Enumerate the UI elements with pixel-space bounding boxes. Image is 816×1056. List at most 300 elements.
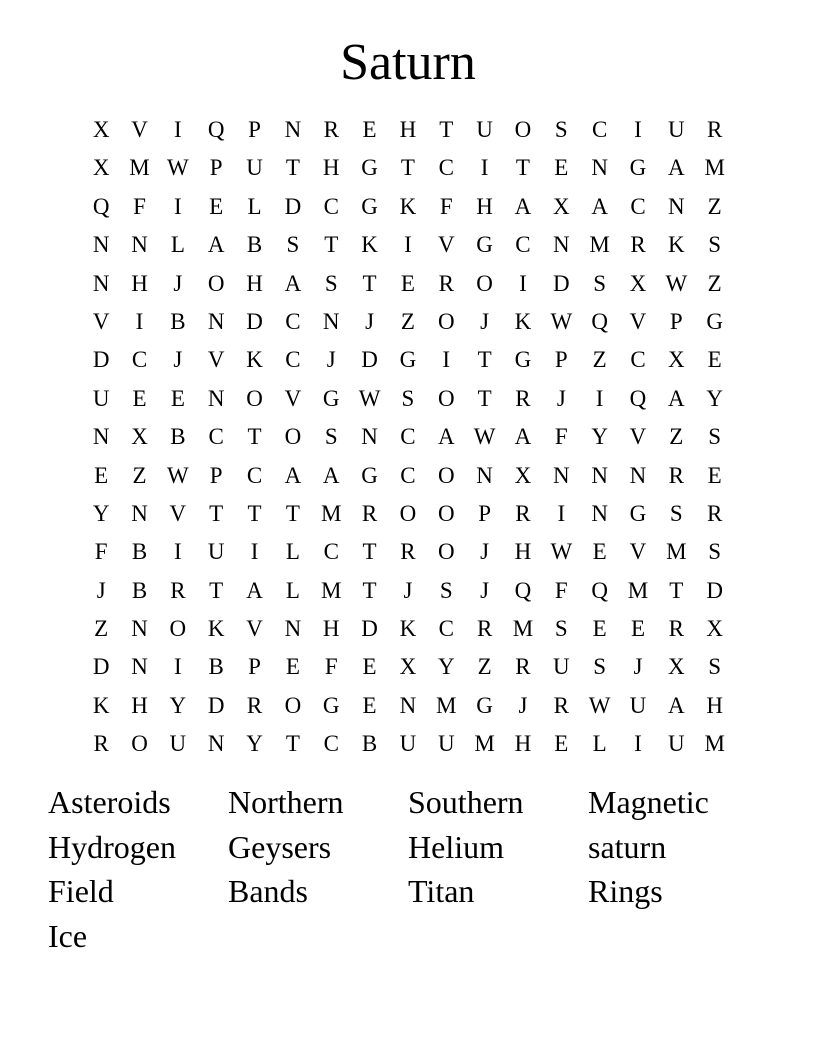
grid-letter: D <box>284 193 302 219</box>
grid-letter: I <box>135 308 144 334</box>
grid-letter: R <box>246 692 263 718</box>
grid-letter: M <box>436 692 457 718</box>
grid-letter: I <box>174 539 182 565</box>
grid-letter: M <box>129 155 150 181</box>
grid-letter: J <box>326 347 336 373</box>
grid-letter: X <box>92 117 110 142</box>
grid-letter: V <box>92 308 110 334</box>
grid-letter: R <box>361 500 378 526</box>
grid-letter: H <box>514 731 532 757</box>
grid-letter: M <box>627 577 649 603</box>
grid-letter: R <box>323 117 339 142</box>
grid-letter: N <box>322 308 340 334</box>
grid-letter: N <box>92 424 110 450</box>
grid-letter: F <box>554 424 568 450</box>
grid-row <box>82 610 734 648</box>
grid-letter: B <box>131 577 148 603</box>
grid-row <box>82 149 734 187</box>
grid-letter: T <box>477 385 492 411</box>
grid-letter: T <box>247 424 262 450</box>
grid-letter: V <box>169 500 187 526</box>
grid-letter: T <box>362 539 377 565</box>
grid-letter: D <box>706 577 723 603</box>
grid-letter: H <box>322 616 340 642</box>
grid-letter: G <box>629 155 647 181</box>
grid-letter: W <box>550 308 573 334</box>
grid-letter: J <box>173 270 183 296</box>
grid-letter: E <box>554 731 569 757</box>
grid-letter: E <box>170 385 185 411</box>
grid-letter: U <box>246 155 263 181</box>
grid-letter: I <box>250 539 259 565</box>
grid-letter: Q <box>591 308 608 334</box>
grid-letter: N <box>629 462 647 488</box>
grid-letter: A <box>246 577 263 603</box>
grid-letter: N <box>591 155 608 181</box>
grid-letter: A <box>668 155 685 181</box>
grid-letter: Q <box>514 577 532 603</box>
grid-letter: M <box>704 155 725 181</box>
grid-letter: O <box>246 385 263 411</box>
grid-letter: J <box>173 347 183 373</box>
grid-letter: H <box>131 270 148 296</box>
grid-letter: J <box>633 654 643 680</box>
grid-letter: V <box>207 347 225 373</box>
grid-row <box>82 418 734 456</box>
grid-letter: N <box>131 232 148 258</box>
grid-row <box>82 341 734 379</box>
grid-letter: U <box>207 539 225 565</box>
grid-letter: Z <box>132 462 147 488</box>
letter-grid <box>82 111 734 764</box>
grid-letter: N <box>207 385 225 411</box>
grid-letter: M <box>589 232 610 258</box>
grid-letter: T <box>515 155 530 181</box>
grid-row <box>82 648 734 686</box>
grid-letter: C <box>285 308 301 334</box>
grid-letter: H <box>706 692 723 718</box>
grid-letter: N <box>131 654 148 680</box>
grid-letter: N <box>668 193 685 219</box>
grid-letter: E <box>554 155 569 181</box>
grid-letter: N <box>207 308 225 334</box>
grid-letter: M <box>704 731 725 757</box>
grid-letter: C <box>208 424 224 450</box>
grid-letter: Y <box>591 424 608 450</box>
grid-letter: G <box>322 385 340 411</box>
grid-letter: J <box>403 577 413 603</box>
grid-letter: M <box>474 731 495 757</box>
grid-letter: N <box>552 232 570 258</box>
grid-letter: N <box>131 500 148 526</box>
grid-letter: R <box>515 385 531 411</box>
grid-letter: E <box>132 385 147 411</box>
grid-letter: O <box>476 270 493 296</box>
grid-letter: R <box>400 539 416 565</box>
grid-letter: O <box>437 385 455 411</box>
grid-letter: C <box>591 117 608 142</box>
grid-letter: C <box>323 731 339 757</box>
grid-letter: E <box>362 692 377 718</box>
word-list-item: Geysers <box>228 828 332 865</box>
word-list-item: Ice <box>48 917 88 954</box>
grid-letter: I <box>174 654 182 680</box>
grid-letter: R <box>630 232 646 258</box>
grid-letter: F <box>94 539 108 565</box>
grid-letter: Z <box>477 654 492 680</box>
grid-letter: D <box>552 270 570 296</box>
grid-letter: R <box>170 577 186 603</box>
word-list-item: Northern <box>228 784 344 820</box>
grid-letter: A <box>668 692 685 718</box>
grid-letter: M <box>321 500 342 526</box>
grid-letter: J <box>480 308 490 334</box>
grid-letter: E <box>707 347 722 373</box>
word-list-item: Asteroids <box>48 784 171 820</box>
grid-letter: X <box>629 270 647 296</box>
grid-letter: U <box>668 117 685 142</box>
grid-letter: S <box>554 117 568 142</box>
grid-letter: G <box>706 308 723 334</box>
grid-letter: K <box>668 232 685 258</box>
grid-letter: T <box>324 232 339 258</box>
grid-letter: L <box>285 539 300 565</box>
grid-letter: P <box>478 500 491 526</box>
grid-letter: T <box>669 577 684 603</box>
grid-letter: X <box>92 155 110 181</box>
grid-letter: K <box>361 232 378 258</box>
grid-letter: A <box>284 462 302 488</box>
grid-letter: K <box>399 616 417 642</box>
grid-letter: Y <box>706 385 723 411</box>
grid-letter: N <box>591 462 608 488</box>
grid-letter: E <box>592 539 607 565</box>
grid-letter: A <box>437 424 455 450</box>
grid-letter: T <box>285 731 300 757</box>
grid-letter: J <box>480 577 490 603</box>
grid-letter: L <box>592 731 607 757</box>
grid-letter: K <box>207 616 225 642</box>
grid-letter: O <box>437 500 455 526</box>
grid-letter: G <box>476 692 493 718</box>
grid-letter: M <box>666 539 687 565</box>
grid-row <box>82 687 734 725</box>
grid-letter: I <box>634 117 642 142</box>
grid-letter: E <box>707 462 722 488</box>
grid-letter: O <box>207 270 225 296</box>
grid-letter: T <box>209 500 224 526</box>
grid-letter: E <box>630 616 646 642</box>
grid-letter: R <box>438 270 454 296</box>
grid-letter: I <box>480 155 489 181</box>
grid-letter: W <box>358 385 381 411</box>
grid-letter: C <box>285 347 301 373</box>
grid-letter: G <box>361 193 378 219</box>
grid-letter: C <box>323 193 339 219</box>
grid-letter: X <box>552 193 570 219</box>
grid-letter: W <box>473 424 496 450</box>
grid-letter: X <box>131 424 148 450</box>
grid-letter: B <box>131 539 148 565</box>
word-list-item: Titan <box>408 873 475 910</box>
grid-row <box>82 725 734 763</box>
grid-letter: G <box>322 692 340 718</box>
grid-letter: A <box>207 232 225 258</box>
grid-letter: U <box>668 731 685 757</box>
grid-letter: P <box>554 347 568 373</box>
word-list-item: Magnetic <box>588 784 709 820</box>
grid-letter: J <box>480 539 490 565</box>
grid-letter: I <box>174 117 182 142</box>
grid-letter: G <box>361 462 378 488</box>
grid-letter: U <box>629 692 647 718</box>
grid-letter: N <box>207 731 225 757</box>
grid-letter: B <box>170 308 186 334</box>
grid-letter: R <box>515 500 531 526</box>
grid-letter: N <box>131 616 148 642</box>
grid-letter: Q <box>92 193 110 219</box>
grid-letter: N <box>92 232 110 258</box>
page-title: Saturn <box>340 34 476 91</box>
grid-letter: T <box>362 270 377 296</box>
grid-letter: S <box>708 539 722 565</box>
grid-letter: E <box>94 462 109 488</box>
grid-letter: G <box>476 232 493 258</box>
grid-letter: T <box>439 117 454 142</box>
grid-letter: H <box>322 155 340 181</box>
grid-row <box>82 303 734 341</box>
grid-letter: V <box>437 232 455 258</box>
grid-letter: C <box>323 539 339 565</box>
grid-letter: J <box>96 577 106 603</box>
grid-letter: V <box>629 424 647 450</box>
grid-letter: Y <box>169 692 187 718</box>
grid-letter: V <box>131 117 148 142</box>
grid-letter: P <box>209 155 223 181</box>
grid-letter: L <box>170 232 185 258</box>
grid-letter: S <box>401 385 415 411</box>
grid-letter: S <box>324 424 338 450</box>
word-list-item: Southern <box>408 784 524 820</box>
word-list-item: Hydrogen <box>48 828 176 865</box>
grid-letter: M <box>512 616 534 642</box>
grid-letter: H <box>246 270 263 296</box>
grid-letter: H <box>514 539 532 565</box>
grid-letter: T <box>247 500 262 526</box>
grid-row <box>82 226 734 264</box>
grid-letter: N <box>92 270 110 296</box>
grid-letter: K <box>246 347 263 373</box>
word-list <box>48 780 768 958</box>
grid-letter: N <box>284 616 302 642</box>
grid-letter: S <box>324 270 338 296</box>
grid-letter: R <box>93 731 109 757</box>
grid-letter: D <box>92 654 110 680</box>
grid-letter: N <box>591 500 608 526</box>
grid-letter: E <box>209 193 224 219</box>
grid-letter: I <box>595 385 604 411</box>
grid-letter: U <box>399 731 417 757</box>
grid-letter: X <box>399 654 417 680</box>
grid-letter: C <box>515 232 531 258</box>
grid-letter: C <box>400 462 416 488</box>
grid-letter: L <box>247 193 262 219</box>
grid-letter: H <box>476 193 493 219</box>
grid-letter: O <box>437 308 455 334</box>
grid-letter: Z <box>707 193 722 219</box>
grid-letter: U <box>169 731 187 757</box>
grid-row <box>82 188 734 226</box>
grid-letter: G <box>399 347 417 373</box>
grid-letter: L <box>285 577 300 603</box>
grid-letter: G <box>361 155 378 181</box>
grid-letter: W <box>167 155 189 181</box>
grid-letter: O <box>437 462 455 488</box>
grid-letter: R <box>707 117 723 142</box>
grid-letter: V <box>629 308 647 334</box>
grid-letter: F <box>133 193 146 219</box>
grid-letter: C <box>400 424 416 450</box>
grid-letter: A <box>591 193 608 219</box>
grid-letter: G <box>514 347 532 373</box>
grid-letter: B <box>170 424 186 450</box>
word-list-item: Rings <box>588 873 663 910</box>
grid-letter: W <box>550 539 573 565</box>
grid-letter: C <box>630 193 646 219</box>
grid-letter: O <box>399 500 417 526</box>
grid-letter: Z <box>707 270 722 296</box>
grid-letter: G <box>629 500 647 526</box>
grid-row <box>82 111 734 149</box>
grid-letter: R <box>668 462 684 488</box>
grid-letter: X <box>514 462 532 488</box>
grid-letter: A <box>514 193 532 219</box>
grid-letter: Y <box>92 500 110 526</box>
grid-letter: V <box>284 385 302 411</box>
grid-letter: D <box>246 308 263 334</box>
grid-letter: C <box>630 347 646 373</box>
grid-letter: T <box>285 500 300 526</box>
grid-letter: R <box>553 692 569 718</box>
grid-letter: W <box>167 462 189 488</box>
grid-letter: S <box>593 270 607 296</box>
grid-row <box>82 533 734 571</box>
grid-letter: S <box>554 616 568 642</box>
grid-letter: Z <box>94 616 109 642</box>
grid-letter: W <box>588 692 611 718</box>
word-list-item: Bands <box>228 873 308 910</box>
grid-letter: A <box>284 270 302 296</box>
grid-letter: V <box>246 616 263 642</box>
grid-letter: Y <box>246 731 263 757</box>
grid-letter: M <box>321 577 342 603</box>
grid-letter: D <box>92 347 110 373</box>
word-list-item: Helium <box>408 828 504 865</box>
grid-letter: I <box>442 347 451 373</box>
grid-letter: S <box>593 654 607 680</box>
grid-letter: B <box>246 232 263 258</box>
grid-letter: X <box>706 616 723 642</box>
grid-letter: Z <box>592 347 607 373</box>
grid-letter: Y <box>437 654 455 680</box>
grid-letter: R <box>476 616 493 642</box>
grid-letter: K <box>399 193 417 219</box>
grid-letter: E <box>362 117 377 142</box>
grid-letter: C <box>438 155 454 181</box>
grid-letter: S <box>708 232 722 258</box>
grid-letter: B <box>361 731 378 757</box>
grid-letter: E <box>362 654 377 680</box>
grid-letter: W <box>665 270 688 296</box>
grid-letter: D <box>207 692 225 718</box>
grid-letter: T <box>400 155 415 181</box>
grid-letter: J <box>556 385 566 411</box>
grid-letter: T <box>209 577 224 603</box>
grid-row <box>82 380 734 418</box>
grid-letter: S <box>439 577 453 603</box>
grid-letter: U <box>92 385 110 411</box>
grid-letter: O <box>514 117 532 142</box>
grid-letter: V <box>629 539 647 565</box>
grid-letter: P <box>209 462 223 488</box>
grid-letter: Q <box>591 577 608 603</box>
grid-letter: B <box>208 654 224 680</box>
grid-letter: R <box>515 654 531 680</box>
grid-row <box>82 495 734 533</box>
grid-letter: S <box>669 500 683 526</box>
grid-letter: Z <box>400 308 415 334</box>
grid-letter: C <box>131 347 148 373</box>
grid-letter: A <box>668 385 685 411</box>
grid-letter: I <box>557 500 566 526</box>
grid-letter: I <box>404 232 412 258</box>
grid-letter: I <box>634 731 642 757</box>
grid-letter: F <box>324 654 338 680</box>
grid-letter: R <box>707 500 723 526</box>
grid-letter: D <box>361 347 378 373</box>
grid-letter: X <box>668 654 685 680</box>
grid-letter: E <box>592 616 607 642</box>
grid-letter: X <box>668 347 685 373</box>
grid-letter: N <box>284 117 302 142</box>
word-list-item: saturn <box>588 828 667 865</box>
grid-letter: T <box>477 347 492 373</box>
grid-letter: Z <box>669 424 684 450</box>
grid-letter: A <box>322 462 340 488</box>
grid-letter: U <box>552 654 570 680</box>
grid-letter: S <box>286 232 300 258</box>
grid-letter: J <box>365 308 375 334</box>
grid-letter: P <box>248 117 261 142</box>
grid-letter: C <box>438 616 454 642</box>
grid-letter: H <box>131 692 148 718</box>
grid-letter: D <box>361 616 378 642</box>
grid-letter: A <box>514 424 532 450</box>
grid-letter: U <box>476 117 493 142</box>
grid-letter: H <box>399 117 417 142</box>
grid-letter: K <box>92 692 110 718</box>
grid-letter: R <box>668 616 684 642</box>
grid-letter: T <box>362 577 377 603</box>
grid-letter: O <box>131 731 148 757</box>
grid-letter: P <box>669 308 683 334</box>
grid-letter: E <box>400 270 415 296</box>
grid-letter: T <box>285 155 300 181</box>
grid-letter: Q <box>207 117 225 142</box>
word-list-item: Field <box>48 873 114 910</box>
grid-letter: I <box>174 193 182 219</box>
grid-letter: U <box>437 731 455 757</box>
